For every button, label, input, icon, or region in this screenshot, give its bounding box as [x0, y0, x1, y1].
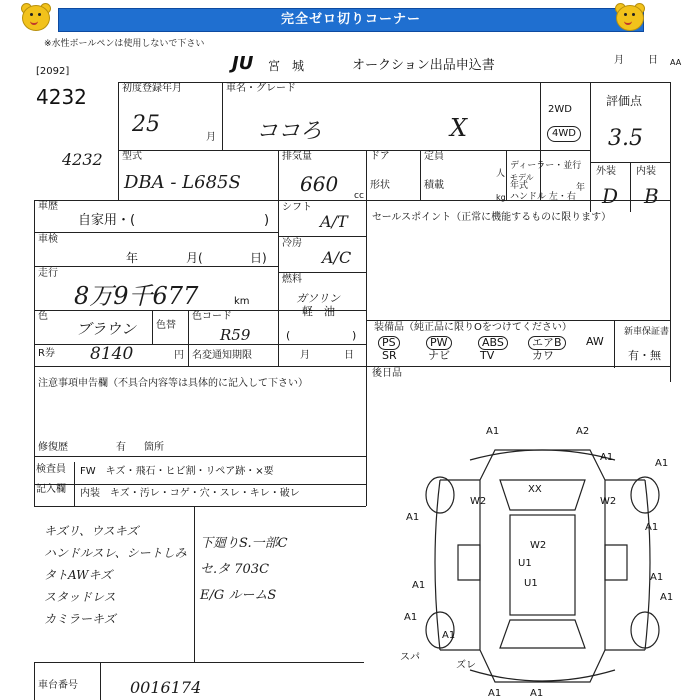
first-reg-label: 初度登録年月: [122, 83, 182, 94]
first-reg-month: 月: [206, 132, 216, 143]
person-label: 人: [496, 169, 506, 179]
insp-year: 年: [126, 251, 139, 265]
damage-mark: A2: [576, 426, 590, 437]
damage-mark: A1: [645, 522, 659, 533]
exterior-label: 外装: [596, 166, 616, 177]
model-grade-label: 車名・グレード: [226, 83, 296, 94]
damage-mark: A1: [404, 612, 418, 623]
form-title: オークション出品申込書: [352, 58, 495, 73]
note-left-line: タトAWキズ: [44, 568, 113, 582]
model-code-value: DBA - L685S: [124, 172, 241, 193]
equipment-item: エアB: [528, 336, 566, 350]
windshield: [500, 480, 585, 510]
color-value: ブラウン: [76, 320, 137, 338]
damage-mark: W2: [470, 496, 487, 507]
rating-label: 評価点: [606, 94, 643, 108]
recycle-fee: 8140: [90, 344, 134, 364]
mileage-label: 走行: [38, 268, 58, 279]
warranty-value: 有・無: [628, 349, 661, 362]
note-right-line: E/G ルームS: [200, 588, 277, 603]
car-damage-diagram: [400, 420, 690, 700]
history-label: 車歴: [38, 201, 58, 212]
repair-place-label: 箇所: [144, 442, 164, 453]
kg-label: kg: [496, 193, 506, 202]
damage-mark: A1: [655, 458, 669, 469]
damage-mark: ズレ: [456, 660, 476, 671]
damage-mark: W2: [530, 540, 547, 551]
bear-mascot-icon: [18, 3, 52, 35]
note-left-line: キズリ、ウスキズ: [44, 524, 139, 538]
load-label: 積載: [424, 180, 444, 191]
top-banner: [0, 0, 700, 38]
day-label: 日: [648, 55, 658, 66]
lot-number: 4232: [36, 85, 87, 109]
ju-logo: JU: [232, 53, 254, 74]
damage-mark: A1: [660, 592, 674, 603]
model-year-label: 年式: [510, 181, 529, 191]
dealer-label: ディーラー・並行: [510, 161, 582, 171]
note-right-line: セ.タ 703C: [200, 562, 270, 577]
aircon-value: A/C: [322, 248, 352, 267]
equipment-item: SR: [382, 349, 397, 362]
damage-mark: U1: [518, 558, 532, 569]
repair-label: 修復歴: [38, 442, 68, 453]
damage-mark: スパ: [400, 652, 420, 663]
damage-mark: A1: [488, 688, 502, 699]
yen-label: 円: [174, 350, 184, 361]
fuel-value: ガソリン: [296, 292, 340, 305]
four-wd-label: 4WD: [547, 126, 581, 142]
bear-mascot-icon: [612, 3, 646, 35]
diesel-label: 軽 油: [302, 305, 335, 318]
cc-label: cc: [354, 191, 364, 201]
equipment-item: PW: [426, 336, 452, 350]
equipment-item: カワ: [532, 349, 554, 362]
model-year-sub: モデル: [510, 173, 534, 182]
color-code-label: 色コード: [192, 311, 232, 322]
cooling-label: 冷房: [282, 238, 302, 249]
mileage-value: 8万9千677: [74, 282, 199, 310]
equipment-item: ABS: [478, 336, 508, 350]
recycle-label: R券: [38, 348, 55, 359]
name-change-label: 名変通知期限: [192, 350, 252, 361]
record-label: 記入欄: [36, 484, 66, 495]
inspection-label: 車検: [38, 234, 58, 245]
equipment-item: TV: [480, 349, 495, 362]
shift-label: シフト: [282, 202, 312, 213]
inspector-label: 検査員: [36, 464, 66, 475]
note-left-line: スタッドレス: [44, 590, 116, 604]
damage-mark: XX: [528, 484, 542, 495]
exterior-grade: D: [602, 184, 619, 208]
damage-mark: W2: [600, 496, 617, 507]
damage-mark: U1: [524, 578, 538, 589]
wheel-rear-right: [631, 612, 659, 648]
damage-mark: A1: [442, 630, 456, 641]
note-left-line: ハンドルスレ、シートしみ: [44, 546, 187, 560]
banner-title: 完全ゼロ切りコーナー: [58, 8, 644, 32]
fuel-label: 燃料: [282, 274, 302, 285]
capacity-label: 定員: [424, 151, 444, 162]
damage-mark: A1: [530, 688, 544, 699]
damage-mark: A1: [412, 580, 426, 591]
grade-value: X: [450, 114, 468, 142]
model-year-suffix: 年: [576, 183, 586, 193]
form-code: [2092]: [36, 66, 70, 77]
damage-mark: A1: [486, 426, 500, 437]
two-wd-label: 2WD: [548, 104, 572, 115]
pen-notice: ※水性ボールペンは使用しないで下さい: [44, 39, 205, 49]
shift-value: A/T: [320, 212, 348, 231]
interior-grade: B: [644, 184, 659, 208]
notes-label: 注意事項申告欄（不具合内容等は具体的に記入して下さい）: [38, 378, 308, 389]
month-label: 月: [614, 55, 624, 66]
note-right-line: 下廻りS.一部C: [200, 536, 288, 551]
nc-day: 日: [344, 350, 354, 361]
interior-label: 内装: [636, 166, 656, 177]
insp-month: 月(: [186, 251, 203, 265]
color-label: 色: [38, 311, 48, 322]
equipment-item: AW: [586, 335, 604, 348]
handle-label: ハンドル 左・右: [510, 192, 576, 202]
nc-month: 月: [300, 350, 310, 361]
equipment-label: 装備品（純正品に限りOをつけてください）: [374, 322, 572, 333]
defect-row-1: FW キズ・飛石・ヒビ割・リペア跡・×要: [80, 466, 274, 477]
car-body-outline: [480, 450, 605, 682]
rear-window: [500, 620, 585, 648]
repair-value: 有: [116, 442, 126, 453]
rating-value: 3.5: [608, 126, 643, 151]
org-name: 宮 城: [268, 59, 305, 73]
aa-label: AA: [670, 58, 682, 67]
color-code-value: R59: [220, 326, 251, 344]
side-note: 4232: [62, 150, 103, 169]
rear-label: 後日品: [372, 368, 402, 379]
model-code-label: 型式: [122, 151, 142, 162]
model-name: ココろ: [256, 119, 323, 144]
damage-mark: A1: [650, 572, 664, 583]
insp-day: 日): [250, 251, 267, 265]
defect-row-2: 内装 キズ・汚レ・コゲ・穴・スレ・キレ・破レ: [80, 488, 300, 499]
note-left-line: カミラーキズ: [44, 612, 116, 626]
chassis-value: 0016174: [130, 678, 202, 697]
shape-label: 形状: [370, 180, 390, 191]
history-value: 自家用・(: [78, 213, 136, 228]
door-label: ドア: [370, 151, 390, 162]
chassis-label: 車台番号: [38, 680, 78, 691]
equipment-item: PS: [378, 336, 400, 350]
displacement-label: 排気量: [282, 151, 312, 162]
displacement-value: 660: [300, 172, 339, 196]
damage-mark: A1: [406, 512, 420, 523]
new-warranty-label: 新車保証書: [624, 327, 670, 337]
equipment-item: ナビ: [428, 349, 450, 362]
km-label: km: [234, 296, 250, 307]
color-change-label: 色替: [156, 320, 176, 331]
first-reg-year: 25: [132, 112, 160, 137]
damage-mark: A1: [600, 452, 614, 463]
sales-point-label: セールスポイント（正常に機能するものに限ります）: [372, 212, 612, 223]
